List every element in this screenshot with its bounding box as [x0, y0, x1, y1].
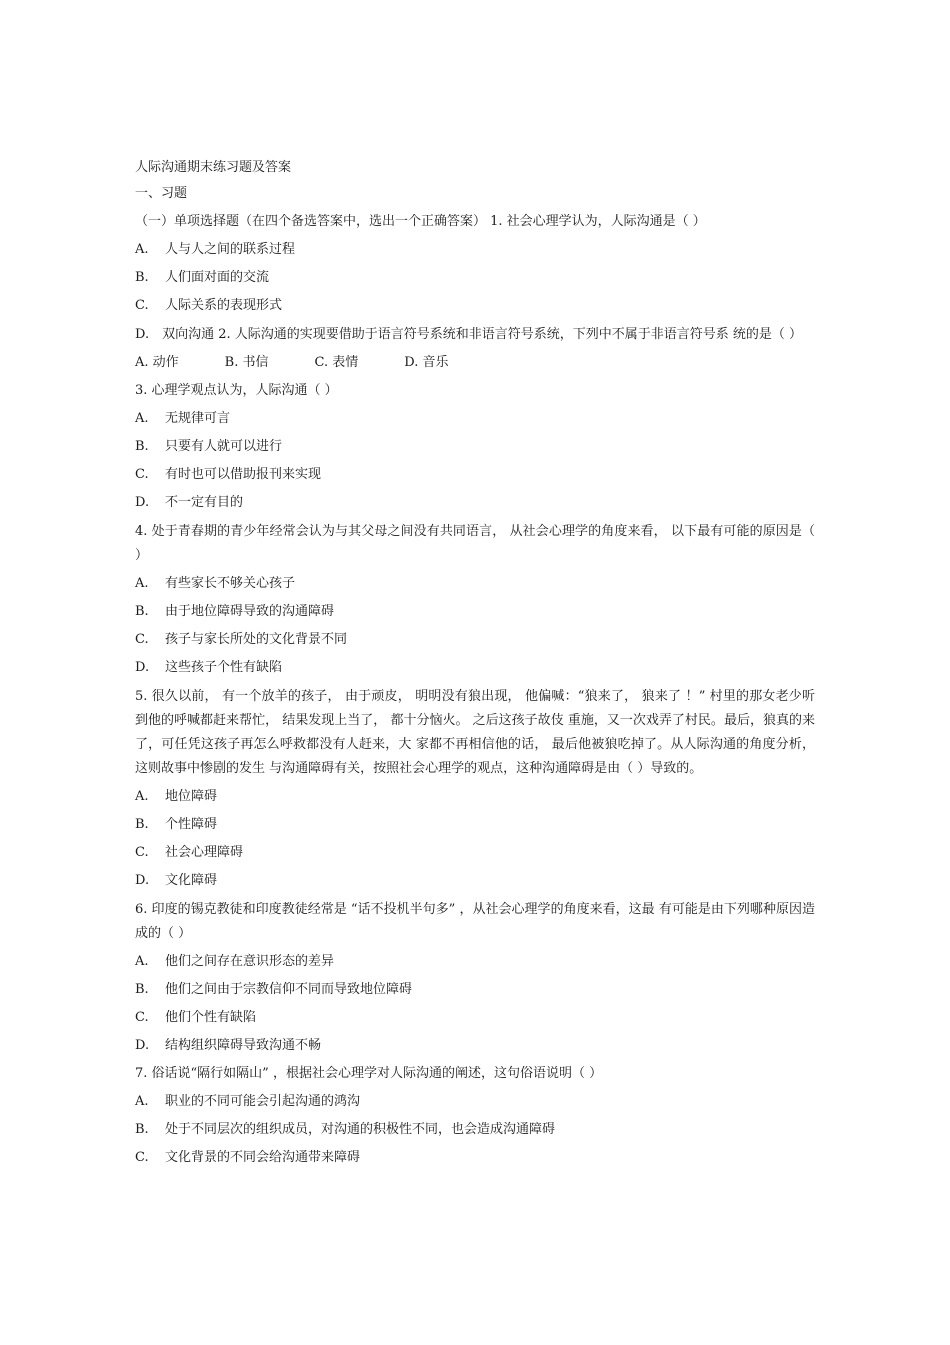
- option: B. 他们之间由于宗教信仰不同而导致地位障碍: [135, 982, 413, 997]
- option: D. 结构组织障碍导致沟通不畅: [135, 1038, 322, 1053]
- option: C. 有时也可以借助报刊来实现: [135, 467, 322, 482]
- question-text: 5. 很久以前， 有一个放羊的孩子， 由于顽皮， 明明没有狼出现， 他偏喊：“狼来了， 狼来了 ！” 村里的那女老少听到他的呼喊都赶来帮忙， 结果发现上当了， 都十分恼火。 之后这孩子故伎 重施，又一次戏弄了村民。最后，狼真的来了，可任凭这孩子再怎么呼救都没有人赶来，大 家都不再相信他的话， 最后他被狼吃掉了。从人际沟通的角度分析， 这则故事中惨剧的发生 与沟通障碍有关，按照社会心理学的观点，这种沟通障碍是由（ ）导致的。: [135, 689, 815, 776]
- question-text: D. 双向沟通 2. 人际沟通的实现要借助于语言符号系统和非语言符号系统，下列中不属于非语言符号系 统的是（ ）: [135, 327, 803, 342]
- option: C. 孩子与家长所处的文化背景不同: [135, 632, 348, 647]
- option: B. 处于不同层次的组织成员，对沟通的积极性不同，也会造成沟通障碍: [135, 1122, 556, 1137]
- option: C. 文化背景的不同会给沟通带来障碍: [135, 1150, 361, 1165]
- option: B. 只要有人就可以进行: [135, 439, 283, 454]
- option: D. 不一定有目的: [135, 495, 244, 510]
- option: A. 职业的不同可能会引起沟通的鸿沟: [135, 1094, 361, 1109]
- option: A. 动作: [135, 355, 179, 370]
- document-body: [135, 156, 815, 1172]
- option: A. 他们之间存在意识形态的差异: [135, 954, 335, 969]
- option: A. 地位障碍: [135, 789, 218, 804]
- option: C. 表情: [314, 355, 359, 370]
- question-text: 4. 处于青春期的青少年经常会认为与其父母之间没有共同语言， 从社会心理学的角度来看， 以下最有可能的原因是（ ）: [135, 524, 815, 563]
- option: A. 人与人之间的联系过程: [135, 242, 296, 257]
- option: A. 有些家长不够关心孩子: [135, 576, 296, 591]
- option: B. 书信: [224, 355, 269, 370]
- option: A. 无规律可言: [135, 411, 231, 426]
- question-text: 6. 印度的锡克教徒和印度教徒经常是 “话不投机半句多” ，从社会心理学的角度来看，这最 有可能是由下列哪种原因造成的（ ）: [135, 902, 815, 941]
- option: C. 人际关系的表现形式: [135, 298, 283, 313]
- question-text: 3. 心理学观点认为，人际沟通（ ）: [135, 383, 338, 398]
- option: D. 这些孩子个性有缺陷: [135, 660, 283, 675]
- option: D. 文化障碍: [135, 873, 218, 888]
- option: B. 个性障碍: [135, 817, 218, 832]
- question-text: 7. 俗话说“隔行如隔山” ，根据社会心理学对人际沟通的阐述，这句俗语说明（ ）: [135, 1066, 603, 1081]
- option: B. 由于地位障碍导致的沟通障碍: [135, 604, 335, 619]
- question-intro: （一）单项选择题（在四个备选答案中，选出一个正确答案） 1. 社会心理学认为，人际沟通是（ ）: [135, 214, 706, 229]
- option: D. 音乐: [404, 355, 449, 370]
- option: B. 人们面对面的交流: [135, 270, 270, 285]
- option: C. 他们个性有缺陷: [135, 1010, 257, 1025]
- option: C. 社会心理障碍: [135, 845, 244, 860]
- section-heading: 一、习题: [135, 186, 188, 201]
- inline-options: [135, 349, 815, 377]
- document-title: 人际沟通期末练习题及答案: [135, 160, 292, 175]
